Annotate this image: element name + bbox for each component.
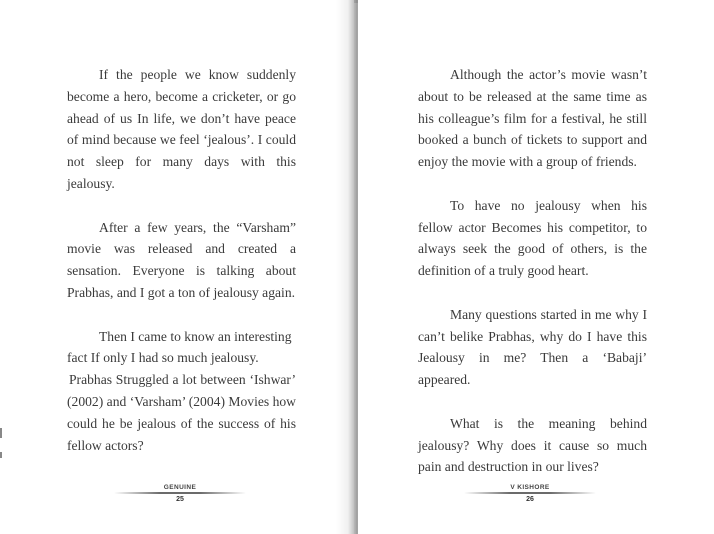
running-footer-author: V KISHORE	[510, 484, 550, 491]
right-paragraph-3: Many questions started in me why I can’t belike Prabhas, why do I have this Jealousy in me? Then a ‘Babaji’ appeared.	[418, 306, 647, 388]
right-paragraph-1: Although the actor’s movie wasn’t about to be released at the same time as his colleague’s film for a festival, he still booked a bunch of tickets to support and enjoy the movie with a group of friends.	[418, 67, 647, 170]
page-edge-mark	[0, 452, 2, 458]
left-page-footer	[110, 484, 250, 503]
footer-rule	[114, 492, 246, 494]
right-paragraph-2: To have no jealousy when his fellow actor Becomes his competitor, to always seek the good of others, is the definition of a truly good heart.	[418, 197, 647, 279]
right-page-footer	[460, 484, 600, 503]
left-page	[0, 0, 354, 534]
page-edge-mark	[0, 428, 2, 438]
left-paragraph-1: If the people we know suddenly become a hero, become a cricketer, or go ahead of us In life, we don’t have peace of mind because we feel ‘jealous’. I could not sleep for many days with this jealousy.	[67, 67, 296, 191]
left-paragraph-2: After a few years, the “Varsham” movie was released and created a sensation. Everyone is talking about Prabhas, and I got a ton of jealousy again.	[67, 219, 296, 300]
left-paragraph-4: Prabhas Struggled a lot between ‘Ishwar’ (2002) and ‘Varsham’ (2004) Movies how could he be jealous of the success of his fellow actors?	[67, 372, 296, 453]
page-number: 26	[526, 496, 534, 503]
left-page-text	[67, 64, 296, 478]
page-number: 25	[176, 496, 184, 503]
right-paragraph-4: What is the meaning behind jealousy? Why does it cause so much pain and destruction in our lives?	[418, 415, 647, 475]
footer-rule	[464, 492, 596, 494]
left-paragraph-3: Then I came to know an interesting fact If only I had so much jealousy.	[67, 328, 292, 366]
right-page-text	[418, 64, 647, 478]
running-footer-title: GENUINE	[163, 484, 197, 491]
